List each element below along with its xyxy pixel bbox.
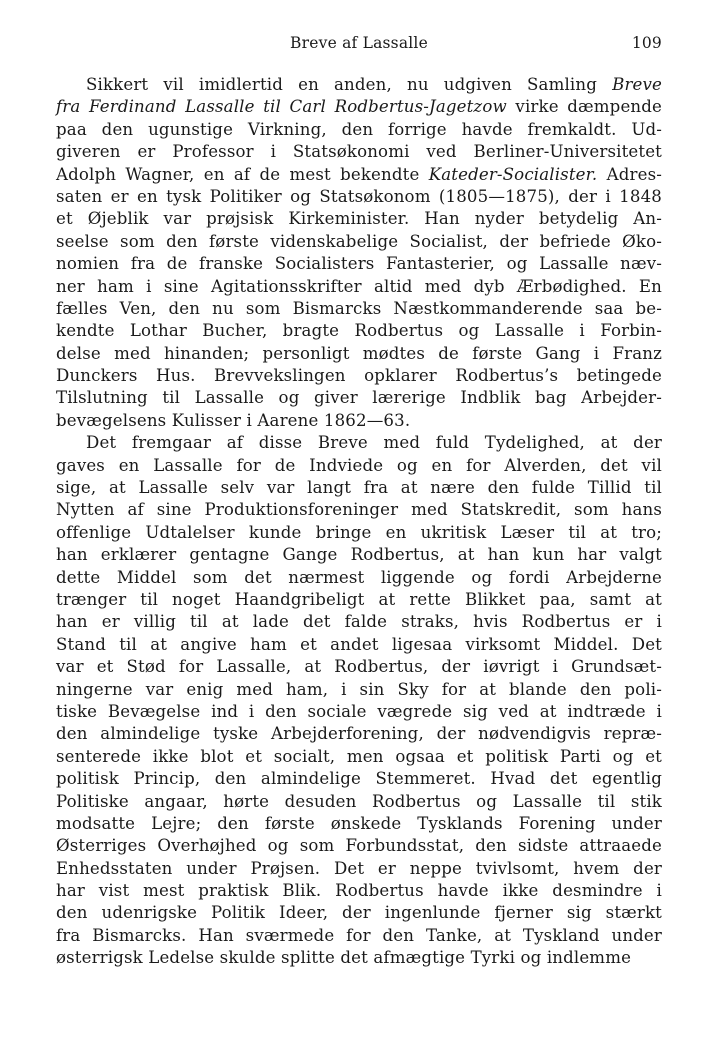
text-run: et Øjeblik var prøjsisk Kirkeminister. Han nyder betydelig An- [56, 209, 662, 229]
text-line [56, 947, 662, 969]
text-line [56, 656, 662, 678]
text-run: virke dæmpende [506, 97, 662, 117]
text-run: senterede ikke blot et socialt, men ogsaa et politisk Parti og et [56, 746, 662, 766]
text-line [56, 186, 662, 208]
text-run: østerrigsk Ledelse skulde splitte det afmægtige Tyrki og indlemme [56, 948, 632, 968]
text-line [56, 208, 662, 230]
text-line [56, 544, 662, 566]
text-run: har vist mest praktisk Blik. Rodbertus havde ikke desmindre i [56, 881, 662, 901]
text-line [56, 119, 662, 141]
text-run: Det fremgaar af disse Breve med fuld Tydelighed, at der [86, 433, 662, 453]
text-line [56, 141, 662, 163]
text-line [56, 387, 662, 409]
text-line [56, 96, 662, 118]
text-line [56, 276, 662, 298]
text-run: han erklærer gentagne Gange Rodbertus, at han kun har valgt [56, 545, 662, 565]
italic-text: Kateder-Socialister. [428, 164, 598, 184]
text-line [56, 320, 662, 342]
text-line [56, 768, 662, 790]
text-run: den almindelige tyske Arbejderforening, der nødvendigvis repræ- [56, 724, 662, 744]
text-line [56, 231, 662, 253]
text-line [56, 164, 662, 186]
text-run: modsatte Lejre; den første ønskede Tysklands Forening under [56, 813, 662, 833]
italic-text: Breve [612, 75, 662, 94]
text-run: nomien fra de franske Socialisters Fantasterier, og Lassalle næv- [56, 254, 662, 274]
text-run: Stand til at angive ham et andet ligesaa virksomt Middel. Det [56, 634, 662, 654]
italic-text: fra Ferdinand Lassalle til Carl Rodbertus-Jagetzow [56, 97, 507, 117]
text-run: Sikkert vil imidlertid en anden, nu udgiven Samling [86, 75, 613, 94]
text-run: gaves en Lassalle for de Indviede og en for Alverden, det vil [56, 455, 662, 475]
text-run: fra Bismarcks. Han sværmede for den Tanke, at Tyskland under [56, 925, 662, 945]
text-line [56, 522, 662, 544]
text-line [56, 589, 662, 611]
text-run: ningerne var enig med ham, i sin Sky for at blande den poli- [56, 679, 662, 699]
text-line [56, 499, 662, 521]
text-run: trænger til noget Haandgribeligt at rette Blikket paa, samt at [56, 589, 662, 609]
text-run: ner ham i sine Agitationsskrifter altid med dyb Ærbødighed. En [56, 276, 662, 296]
text-line [56, 410, 662, 432]
text-run: tiske Bevægelse ind i den sociale vægrede sig ved at indtræde i [56, 701, 662, 721]
page-number: 109 [631, 34, 662, 52]
text-line [56, 432, 662, 454]
text-line [56, 880, 662, 902]
text-line [56, 634, 662, 656]
text-run: saten er en tysk Politiker og Statsøkonom (1805—1875), der i 1848 [56, 186, 662, 206]
text-run: Dunckers Hus. Brevvekslingen opklarer Rodbertus’s betingede [56, 366, 662, 386]
text-run: paa den ugunstige Virkning, den forrige havde fremkaldt. Ud- [56, 119, 662, 139]
text-line [56, 746, 662, 768]
book-page [56, 34, 662, 970]
text-run: dette Middel som det nærmest liggende og fordi Arbejderne [56, 567, 662, 587]
text-line [56, 74, 662, 96]
paragraph [56, 74, 662, 432]
text-run: seelse som den første videnskabelige Socialist, der befriede Øko- [56, 231, 662, 251]
text-line [56, 477, 662, 499]
text-run: offenlige Udtalelser kunde bringe en ukritisk Læser til at tro; [56, 522, 662, 542]
text-line [56, 858, 662, 880]
text-run: sige, at Lassalle selv var langt fra at nære den fulde Tillid til [56, 478, 662, 498]
text-line [56, 343, 662, 365]
text-run: Tilslutning til Lassalle og giver lærerige Indblik bag Arbejder- [56, 388, 662, 408]
text-run: Adres- [597, 164, 662, 184]
text-line [56, 791, 662, 813]
text-run: han er villig til at lade det falde straks, hvis Rodbertus er i [56, 612, 662, 632]
text-run: Adolph Wagner, en af de mest bekendte [56, 164, 429, 184]
text-line [56, 925, 662, 947]
text-run: kendte Lothar Bucher, bragte Rodbertus og Lassalle i Forbin- [56, 321, 662, 341]
text-line [56, 835, 662, 857]
text-line [56, 723, 662, 745]
text-line [56, 679, 662, 701]
text-run: Enhedsstaten under Prøjsen. Det er neppe tvivlsomt, hvem der [56, 858, 662, 878]
header-title: Breve af Lassalle [290, 34, 428, 52]
text-run: Østerriges Overhøjhed og som Forbundsstat, den sidste attraaede [56, 836, 662, 856]
text-line [56, 611, 662, 633]
text-run: bevægelsens Kulisser i Aarene 1862—63. [56, 410, 411, 430]
running-header [56, 34, 662, 60]
text-run: delse med hinanden; personligt mødtes de første Gang i Franz [56, 343, 662, 363]
text-run: fælles Ven, den nu som Bismarcks Næstkommanderende saa be- [56, 298, 662, 318]
text-run: den udenrigske Politik Ideer, der ingenlunde fjerner sig stærkt [56, 903, 662, 923]
text-line [56, 567, 662, 589]
text-line [56, 298, 662, 320]
body-text [56, 74, 662, 970]
text-run: politisk Princip, den almindelige Stemmeret. Hvad det egentlig [56, 769, 662, 789]
text-line [56, 813, 662, 835]
text-run: Nytten af sine Produktionsforeninger med Statskredit, som hans [56, 500, 662, 520]
text-line [56, 902, 662, 924]
text-run: Politiske angaar, hørte desuden Rodbertus og Lassalle til stik [56, 791, 662, 811]
text-run: giveren er Professor i Statsøkonomi ved Berliner-Universitetet [56, 142, 662, 162]
text-run: var et Stød for Lassalle, at Rodbertus, der iøvrigt i Grundsæt- [56, 657, 662, 677]
text-line [56, 701, 662, 723]
text-line [56, 365, 662, 387]
text-line [56, 455, 662, 477]
paragraph [56, 432, 662, 969]
text-line [56, 253, 662, 275]
